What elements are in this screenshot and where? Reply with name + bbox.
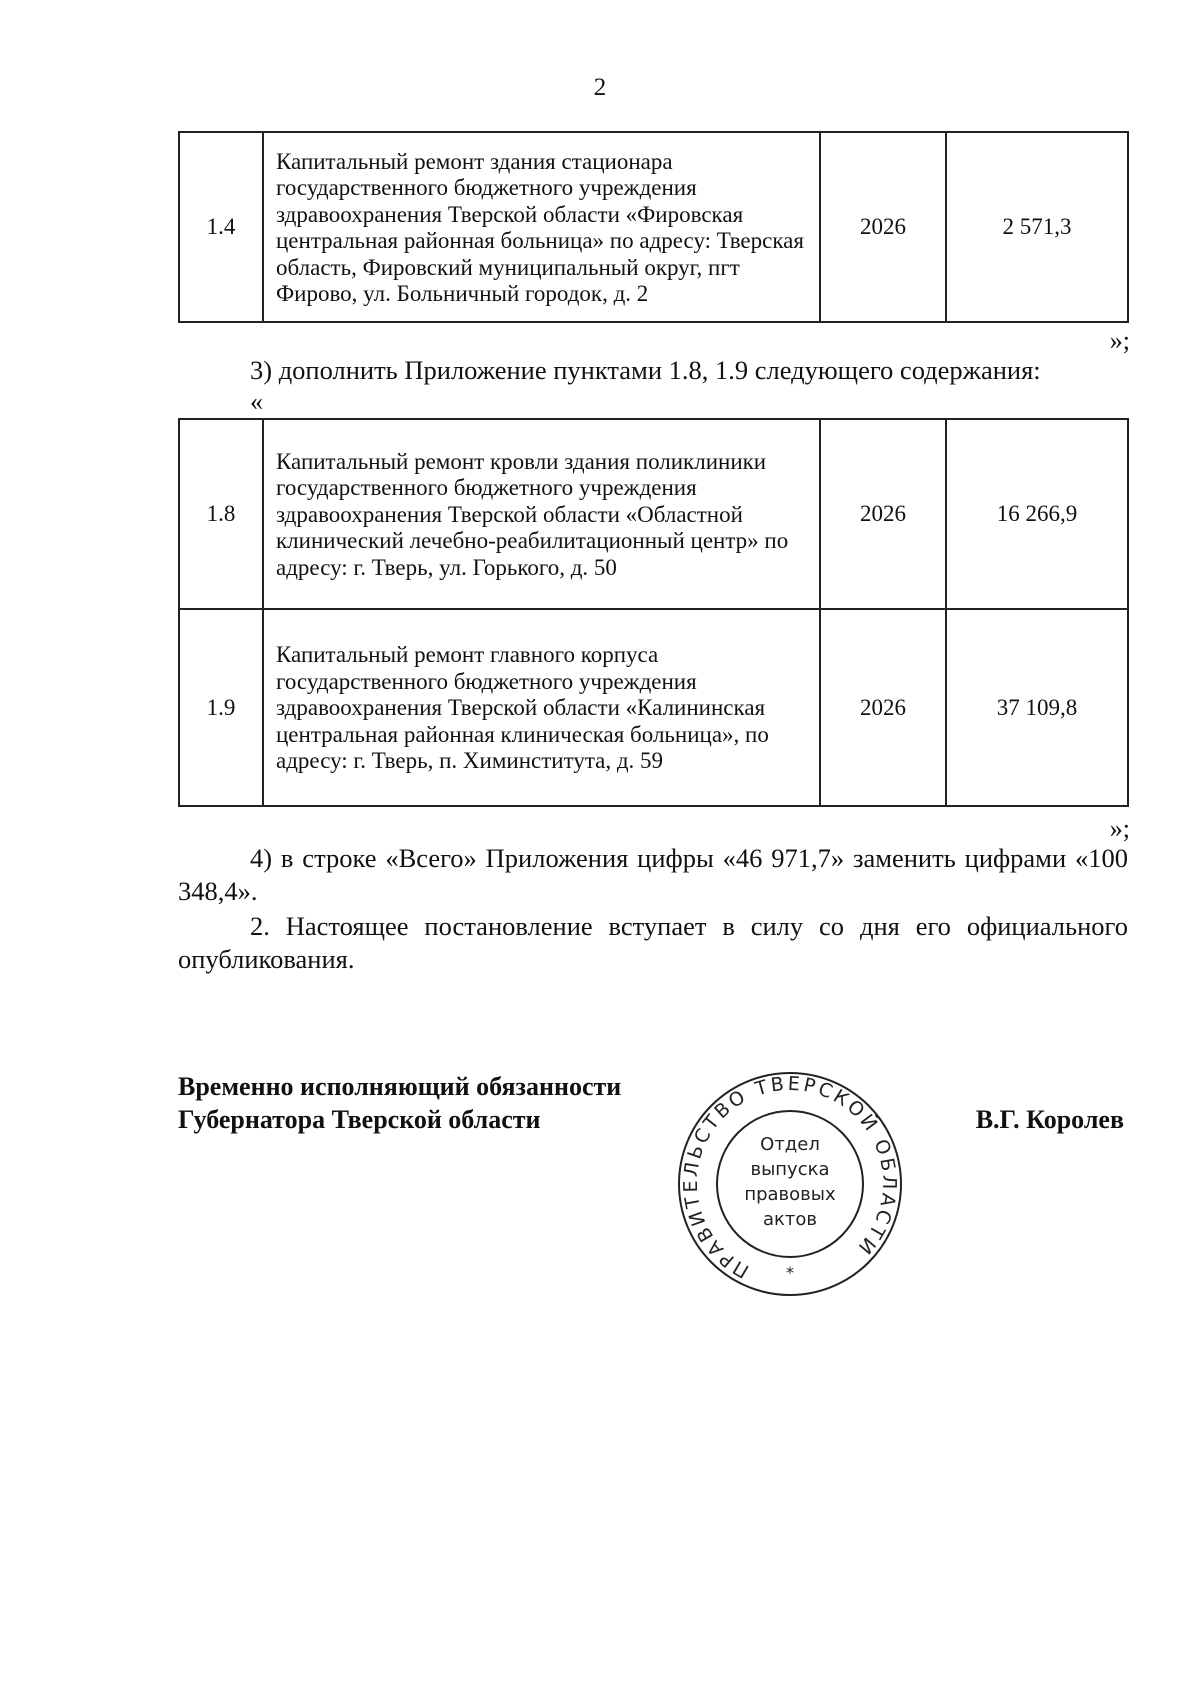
row-amount: 2 571,3 xyxy=(946,132,1128,322)
row-year: 2026 xyxy=(820,132,946,322)
closing-quote: »; xyxy=(1109,326,1130,355)
row-description: Капитальный ремонт здания стационара государственного бюджетного учреждения здравоохранения Тверской области «Фировская центральная районная больница» по адресу: Тверская область, Фировский муниципальный округ, пгт Фирово, ул. Больничный городок, д. 2 xyxy=(263,132,820,322)
table-items-1 xyxy=(178,131,1129,323)
table-row xyxy=(179,419,1128,609)
row-number: 1.4 xyxy=(179,132,263,322)
row-year: 2026 xyxy=(820,609,946,806)
item-3-text: 3) дополнить Приложение пунктами 1.8, 1.9 следующего содержания: xyxy=(250,355,1041,385)
page-number: 2 xyxy=(593,74,607,101)
row-number: 1.9 xyxy=(179,609,263,806)
table-items-2 xyxy=(178,418,1129,807)
row-amount: 16 266,9 xyxy=(946,419,1128,609)
row-description: Капитальный ремонт кровли здания поликлиники государственного бюджетного учреждения здравоохранения Тверской области «Областной клинический лечебно-реабилитационный центр» по адресу: г. Тверь, ул. Горького, д. 50 xyxy=(263,419,820,609)
seal-center-line: актов xyxy=(762,1209,818,1230)
signature-position xyxy=(178,1070,621,1136)
signatory-name: В.Г. Королев xyxy=(975,1105,1124,1134)
item-4-text: 4) в строке «Всего» Приложения цифры «46 971,7» заменить цифрами «100 348,4». xyxy=(178,843,1128,906)
seal-center-line: выпуска xyxy=(750,1159,830,1180)
item-2-text: 2. Настоящее постановление вступает в силу со дня его официального опубликования. xyxy=(178,911,1128,974)
row-description: Капитальный ремонт главного корпуса государственного бюджетного учреждения здравоохранения Тверской области «Калининская центральная районная клиническая больница», по адресу: г. Тверь, п. Химинститута, д. 59 xyxy=(263,609,820,806)
signature-position-line: Временно исполняющий обязанности xyxy=(178,1072,622,1101)
table-row xyxy=(179,132,1128,322)
row-year: 2026 xyxy=(820,419,946,609)
seal-star: * xyxy=(786,1263,794,1282)
seal-ring-text: ПРАВИТЕЛЬСТВО ТВЕРСКОЙ ОБЛАСТИ xyxy=(679,1072,901,1283)
row-amount: 37 109,8 xyxy=(946,609,1128,806)
signature-position-line: Губернатора Тверской области xyxy=(178,1105,541,1134)
row-number: 1.8 xyxy=(179,419,263,609)
seal-center-line: Отдел xyxy=(760,1134,820,1155)
seal-center-line: правовых xyxy=(744,1184,836,1205)
closing-quote: »; xyxy=(1109,814,1130,843)
opening-quote: « xyxy=(250,387,263,416)
official-seal xyxy=(675,1068,905,1300)
table-row xyxy=(179,609,1128,806)
